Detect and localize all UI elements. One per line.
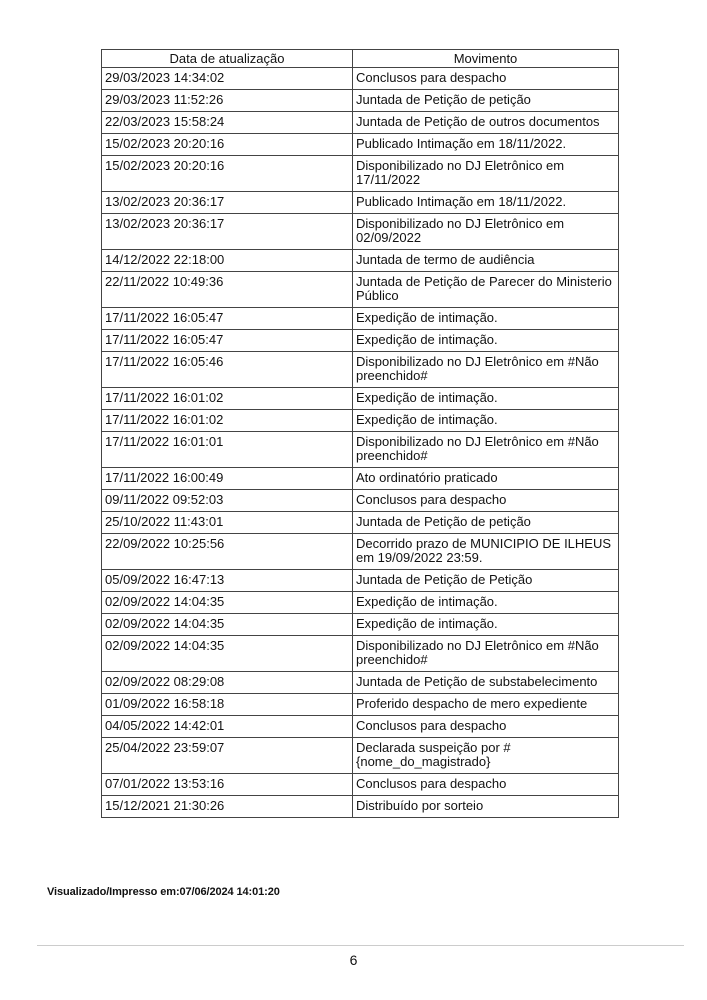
table-header-row <box>102 50 619 68</box>
row-movement: Distribuído por sorteio <box>353 796 619 818</box>
row-movement: Conclusos para despacho <box>353 490 619 512</box>
row-movement: Juntada de Petição de Petição <box>353 570 619 592</box>
table-row <box>102 388 619 410</box>
table-row <box>102 410 619 432</box>
row-date: 17/11/2022 16:05:47 <box>102 330 353 352</box>
row-date: 17/11/2022 16:05:47 <box>102 308 353 330</box>
table-row <box>102 534 619 570</box>
row-date: 13/02/2023 20:36:17 <box>102 214 353 250</box>
row-date: 25/10/2022 11:43:01 <box>102 512 353 534</box>
table-row <box>102 90 619 112</box>
table-row <box>102 272 619 308</box>
table-row <box>102 214 619 250</box>
row-date: 13/02/2023 20:36:17 <box>102 192 353 214</box>
row-date: 15/02/2023 20:20:16 <box>102 156 353 192</box>
row-movement: Declarada suspeição por #{nome_do_magistrado} <box>353 738 619 774</box>
row-date: 09/11/2022 09:52:03 <box>102 490 353 512</box>
row-movement: Decorrido prazo de MUNICIPIO DE ILHEUS em 19/09/2022 23:59. <box>353 534 619 570</box>
footer-divider <box>37 945 684 946</box>
row-movement: Publicado Intimação em 18/11/2022. <box>353 134 619 156</box>
header-movement: Movimento <box>353 50 619 68</box>
row-movement: Juntada de Petição de outros documentos <box>353 112 619 134</box>
table-row <box>102 192 619 214</box>
table-row <box>102 774 619 796</box>
table-row <box>102 512 619 534</box>
row-movement: Expedição de intimação. <box>353 410 619 432</box>
row-movement: Conclusos para despacho <box>353 68 619 90</box>
table-body <box>102 68 619 818</box>
row-movement: Expedição de intimação. <box>353 614 619 636</box>
table-row <box>102 330 619 352</box>
table-row <box>102 592 619 614</box>
row-date: 02/09/2022 08:29:08 <box>102 672 353 694</box>
table-row <box>102 112 619 134</box>
header-date: Data de atualização <box>102 50 353 68</box>
page-number: 6 <box>349 952 358 968</box>
row-date: 22/11/2022 10:49:36 <box>102 272 353 308</box>
row-movement: Expedição de intimação. <box>353 592 619 614</box>
table-row <box>102 490 619 512</box>
row-date: 02/09/2022 14:04:35 <box>102 636 353 672</box>
table-row <box>102 796 619 818</box>
table-row <box>102 672 619 694</box>
row-date: 17/11/2022 16:01:02 <box>102 410 353 432</box>
table-row <box>102 694 619 716</box>
table-row <box>102 636 619 672</box>
row-movement: Juntada de Petição de petição <box>353 90 619 112</box>
row-movement: Expedição de intimação. <box>353 388 619 410</box>
row-movement: Juntada de termo de audiência <box>353 250 619 272</box>
table-row <box>102 570 619 592</box>
row-date: 04/05/2022 14:42:01 <box>102 716 353 738</box>
row-movement: Conclusos para despacho <box>353 716 619 738</box>
table-row <box>102 68 619 90</box>
table-row <box>102 156 619 192</box>
table-row <box>102 432 619 468</box>
row-date: 15/12/2021 21:30:26 <box>102 796 353 818</box>
row-movement: Disponibilizado no DJ Eletrônico em 17/11/2022 <box>353 156 619 192</box>
row-movement: Conclusos para despacho <box>353 774 619 796</box>
row-date: 22/09/2022 10:25:56 <box>102 534 353 570</box>
table-row <box>102 308 619 330</box>
row-date: 02/09/2022 14:04:35 <box>102 592 353 614</box>
row-date: 15/02/2023 20:20:16 <box>102 134 353 156</box>
row-date: 17/11/2022 16:01:01 <box>102 432 353 468</box>
row-date: 01/09/2022 16:58:18 <box>102 694 353 716</box>
row-date: 17/11/2022 16:01:02 <box>102 388 353 410</box>
row-movement: Juntada de Petição de petição <box>353 512 619 534</box>
row-date: 22/03/2023 15:58:24 <box>102 112 353 134</box>
row-date: 29/03/2023 11:52:26 <box>102 90 353 112</box>
table-row <box>102 352 619 388</box>
row-movement: Proferido despacho de mero expediente <box>353 694 619 716</box>
row-date: 17/11/2022 16:00:49 <box>102 468 353 490</box>
row-movement: Expedição de intimação. <box>353 330 619 352</box>
row-movement: Disponibilizado no DJ Eletrônico em #Não preenchido# <box>353 636 619 672</box>
printed-timestamp: Visualizado/Impresso em:07/06/2024 14:01:20 <box>47 886 280 898</box>
row-movement: Disponibilizado no DJ Eletrônico em #Não preenchido# <box>353 432 619 468</box>
table-row <box>102 468 619 490</box>
table-row <box>102 134 619 156</box>
row-movement: Disponibilizado no DJ Eletrônico em 02/09/2022 <box>353 214 619 250</box>
row-movement: Ato ordinatório praticado <box>353 468 619 490</box>
row-date: 05/09/2022 16:47:13 <box>102 570 353 592</box>
row-movement: Expedição de intimação. <box>353 308 619 330</box>
table-row <box>102 614 619 636</box>
row-movement: Publicado Intimação em 18/11/2022. <box>353 192 619 214</box>
row-date: 02/09/2022 14:04:35 <box>102 614 353 636</box>
row-movement: Juntada de Petição de Parecer do Ministerio Público <box>353 272 619 308</box>
movements-table <box>101 49 619 818</box>
row-date: 07/01/2022 13:53:16 <box>102 774 353 796</box>
row-date: 29/03/2023 14:34:02 <box>102 68 353 90</box>
table-row <box>102 250 619 272</box>
row-date: 25/04/2022 23:59:07 <box>102 738 353 774</box>
row-date: 14/12/2022 22:18:00 <box>102 250 353 272</box>
row-movement: Juntada de Petição de substabelecimento <box>353 672 619 694</box>
row-movement: Disponibilizado no DJ Eletrônico em #Não preenchido# <box>353 352 619 388</box>
table-row <box>102 716 619 738</box>
table-row <box>102 738 619 774</box>
row-date: 17/11/2022 16:05:46 <box>102 352 353 388</box>
